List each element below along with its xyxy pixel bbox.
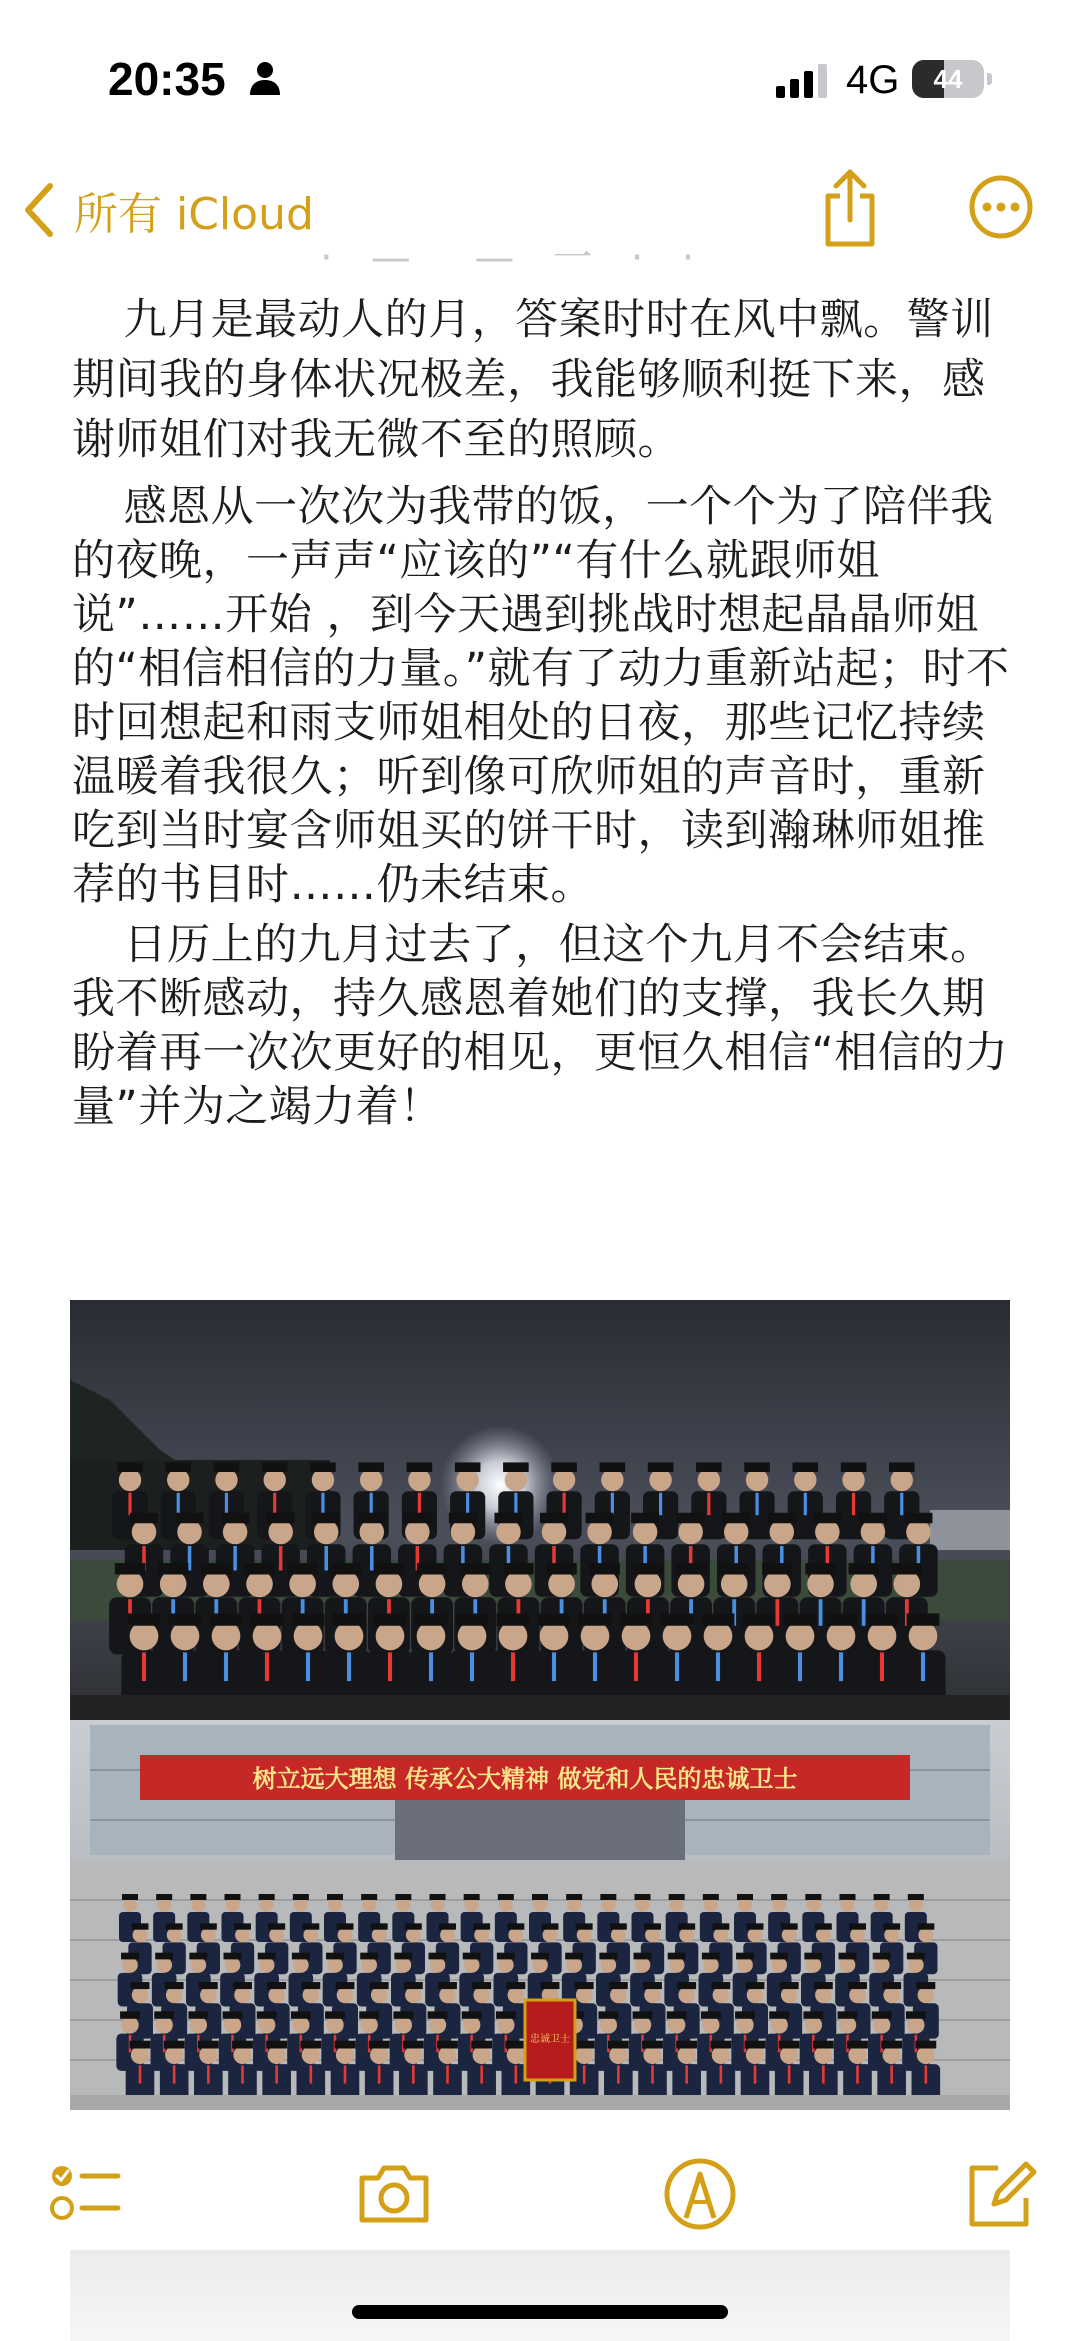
- markup-icon: [660, 2154, 740, 2234]
- status-bar: [0, 0, 1080, 150]
- markup-button[interactable]: [660, 2154, 740, 2234]
- note-body[interactable]: [72, 290, 1012, 1134]
- share-icon[interactable]: [818, 168, 882, 248]
- bottom-toolbar: [0, 2140, 1080, 2260]
- status-time: 20:35: [108, 53, 226, 105]
- checklist-button[interactable]: [46, 2154, 126, 2234]
- battery-icon: [912, 60, 992, 98]
- night-group: [109, 1462, 945, 1711]
- attached-photo[interactable]: [70, 1300, 1010, 2110]
- photo-banner-text: 树立远大理想 传承公大精神 做党和人民的忠诚卫士: [252, 1765, 798, 1793]
- checklist-icon: [46, 2154, 126, 2234]
- pennant-text: 忠诚卫士: [530, 2034, 570, 2045]
- signal-icon: [776, 64, 830, 98]
- home-indicator[interactable]: [352, 2305, 728, 2319]
- compose-button[interactable]: [960, 2154, 1040, 2234]
- person-icon: [248, 60, 282, 96]
- note-paragraph-2: 感恩从一次次为我带的饭，一个个为了陪伴我的夜晚，一声声“应该的”“有什么就跟师姐说”……开始 ，到今天遇到挑战时想起晶晶师姐的“相信相信的力量。”就有了动力重新站起；时不时回想起和雨支师姐相处的日夜，那些记忆持续温暖着我很久；听到像可欣师姐的声音时，重新吃到当时宴含师姐买的饼干时，读到瀚琳师姐推荐的书目时……仍未结束。: [72, 482, 1010, 910]
- next-image-preview: [70, 2250, 1010, 2341]
- ellipsis-circle-icon[interactable]: [968, 174, 1034, 240]
- chevron-left-icon: [20, 180, 60, 240]
- scrolled-text-fragment: · — — 一 · ·: [320, 248, 695, 276]
- battery-percent: 44: [933, 64, 963, 94]
- camera-button[interactable]: [354, 2154, 434, 2234]
- camera-icon: [354, 2154, 434, 2234]
- note-paragraph-3: 日历上的九月过去了，但这个九月不会结束。我不断感动，持久感恩着她们的支撑，我长久期盼着再一次次更好的相见，更恒久相信“相信的力量”并为之竭力着！: [72, 920, 1009, 1132]
- back-label: 所有 iCloud: [74, 189, 314, 240]
- network-type: 4G: [846, 58, 900, 102]
- compose-icon: [960, 2154, 1040, 2234]
- note-paragraph-1: 九月是最动人的月，答案时时在风中飘。警训期间我的身体状况极差，我能够顺利挺下来，感谢师姐们对我无微不至的照顾。: [72, 295, 994, 465]
- back-button[interactable]: [20, 170, 314, 250]
